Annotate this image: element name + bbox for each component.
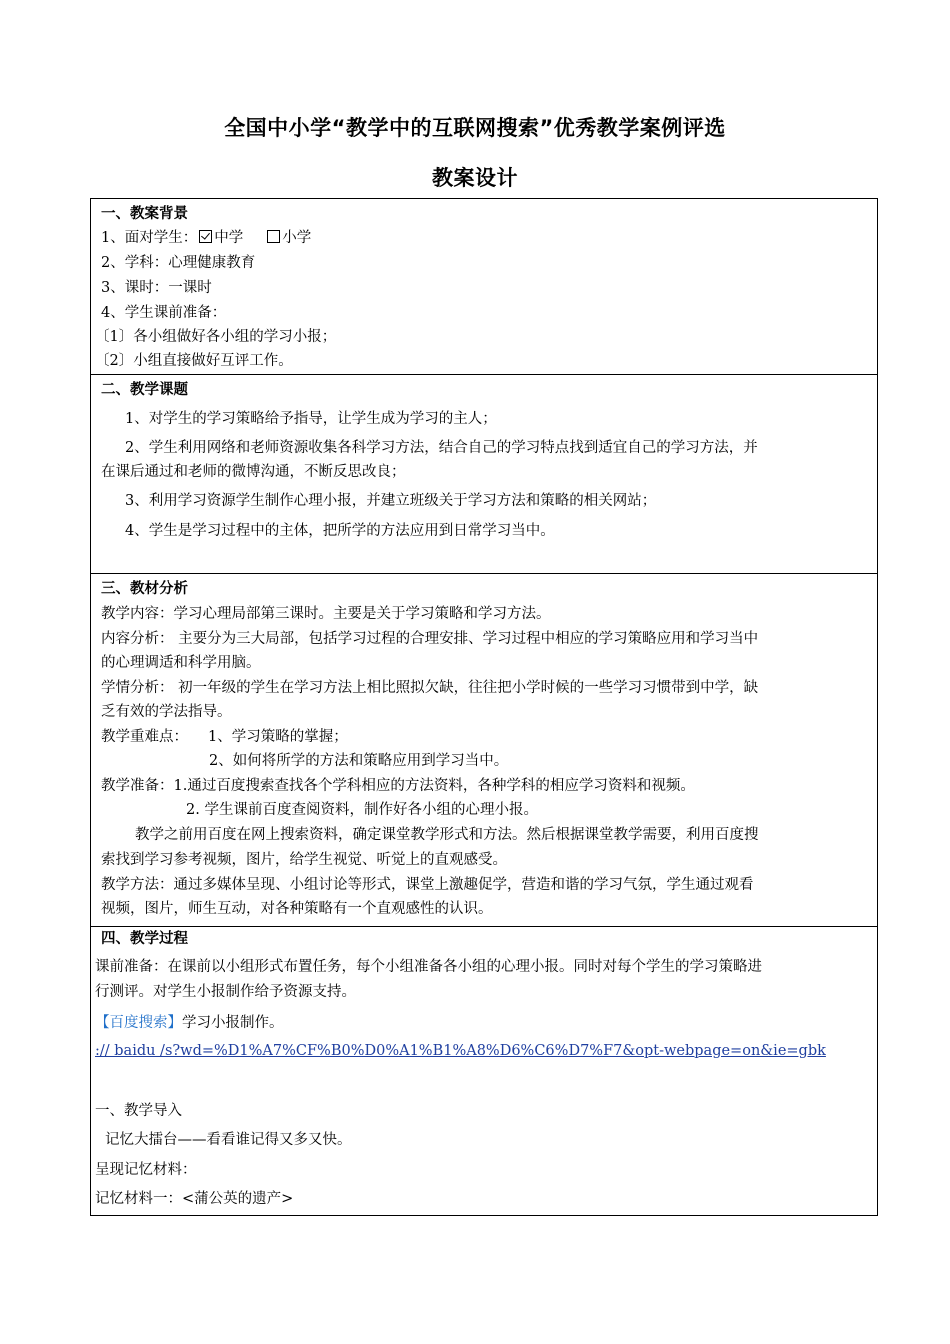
lesson-plan-table [90, 198, 878, 1216]
section-heading: 一、教案背景 [101, 206, 188, 222]
checkbox-primary-school[interactable] [267, 230, 280, 243]
section-background [91, 199, 877, 374]
option-middle-school: 中学 [214, 230, 244, 246]
preparation-item-2: 〔2〕小组直接做好互评工作。 [95, 353, 293, 369]
section-analysis [91, 573, 877, 927]
section-heading: 三、教材分析 [101, 581, 188, 597]
section-topic [91, 374, 877, 574]
topic-item-4: 4、学生是学习过程中的主体，把所学的方法应用到日常学习当中。 [125, 523, 555, 539]
document-title: 全国中小学“教学中的互联网搜索”优秀教学案例评选 [224, 116, 726, 140]
teaching-prep-1: 1.通过百度搜索查找各个学科相应的方法资料，各种学科的相应学习资料和视频。 [173, 778, 695, 794]
option-primary-school: 小学 [282, 230, 312, 246]
section-heading: 二、教学课题 [101, 382, 188, 398]
search-row [95, 1013, 284, 1033]
section-heading: 四、教学过程 [101, 931, 188, 947]
search-topic: 学习小报制作。 [182, 1015, 284, 1031]
student-type-label: 1、面对学生： [101, 230, 198, 246]
checkbox-middle-school[interactable] [199, 230, 212, 243]
baidu-search-link[interactable]: :// baidu /s?wd=%D1%A7%CF%B0%D0%A1%B1%A8%D6%C6%D7%F7&opt-webpage=on&ie=gbk [95, 1043, 826, 1059]
memory-material-1: 记忆材料一：<蒲公英的遗产> [95, 1191, 294, 1207]
content-analysis: 内容分析： 主要分为三大局部，包括学习过程的合理安排、学习过程中相应的学习策略应用和学习当中 [101, 631, 759, 647]
topic-item-1: 1、对学生的学习策略给予指导，让学生成为学习的主人； [125, 411, 497, 427]
content-line: 教学内容：学习心理局部第三课时。主要是关于学习策略和学习方法。 [101, 606, 551, 622]
content-analysis-cont: 的心理调适和科学用脑。 [101, 655, 261, 671]
topic-item-2-cont: 在课后通过和老师的微博沟通，不断反思改良； [101, 464, 406, 480]
search-prep-cont: 索找到学习参考视频，图片，给学生视觉、听觉上的直观感受。 [101, 852, 507, 868]
learner-analysis: 学情分析： 初一年级的学生在学习方法上相比照拟欠缺，往往把小学时候的一些学习习惯带到中学，缺 [101, 680, 759, 696]
document-subtitle: 教案设计 [432, 166, 518, 190]
search-prep: 教学之前用百度在网上搜索资料，确定课堂教学形式和方法。然后根据课堂教学需要，利用百度搜 [135, 827, 759, 843]
lesson-intro-heading: 一、教学导入 [95, 1103, 182, 1119]
periods-line: 3、课时：一课时 [101, 280, 212, 296]
pre-class-prep-cont: 行测评。对学生小报制作给予资源支持。 [95, 984, 356, 1000]
key-point-2: 2、如何将所学的方法和策略应用到学习当中。 [209, 753, 509, 769]
teaching-method-cont: 视频，图片，师生互动，对各种策略有一个直观感性的认识。 [101, 901, 493, 917]
teaching-prep-label: 教学准备： [101, 778, 174, 794]
present-materials: 呈现记忆材料： [95, 1162, 197, 1178]
preparation-line: 4、学生课前准备： [101, 305, 227, 321]
learner-analysis-cont: 乏有效的学法指导。 [101, 704, 232, 720]
topic-item-3: 3、利用学习资源学生制作心理小报，并建立班级关于学习方法和策略的相关网站； [125, 493, 657, 509]
key-points-row [101, 727, 348, 747]
preparation-item-1: 〔1〕各小组做好各小组的学习小报； [95, 329, 337, 345]
key-points-label: 教学重难点： [101, 729, 188, 745]
baidu-search-tag: 【百度搜索】 [95, 1015, 182, 1031]
student-type-row [101, 228, 311, 248]
teaching-prep-2: 2. 学生课前百度查阅资料，制作好各小组的心理小报。 [186, 802, 538, 818]
subject-line: 2、学科：心理健康教育 [101, 255, 256, 271]
memory-game: 记忆大擂台——看看谁记得又多又快。 [105, 1132, 352, 1148]
pre-class-prep: 课前准备：在课前以小组形式布置任务，每个小组准备各小组的心理小报。同时对每个学生的学习策略进 [95, 959, 762, 975]
topic-item-2: 2、学生利用网络和老师资源收集各科学习方法，结合自己的学习特点找到适宜自己的学习方法，并 [125, 440, 758, 456]
teaching-method: 教学方法：通过多媒体呈现、小组讨论等形式，课堂上激趣促学，营造和谐的学习气氛，学生通过观看 [101, 877, 754, 893]
section-process [91, 926, 877, 1217]
teaching-prep-row [101, 776, 695, 796]
key-point-1: 1、学习策略的掌握； [208, 729, 348, 745]
